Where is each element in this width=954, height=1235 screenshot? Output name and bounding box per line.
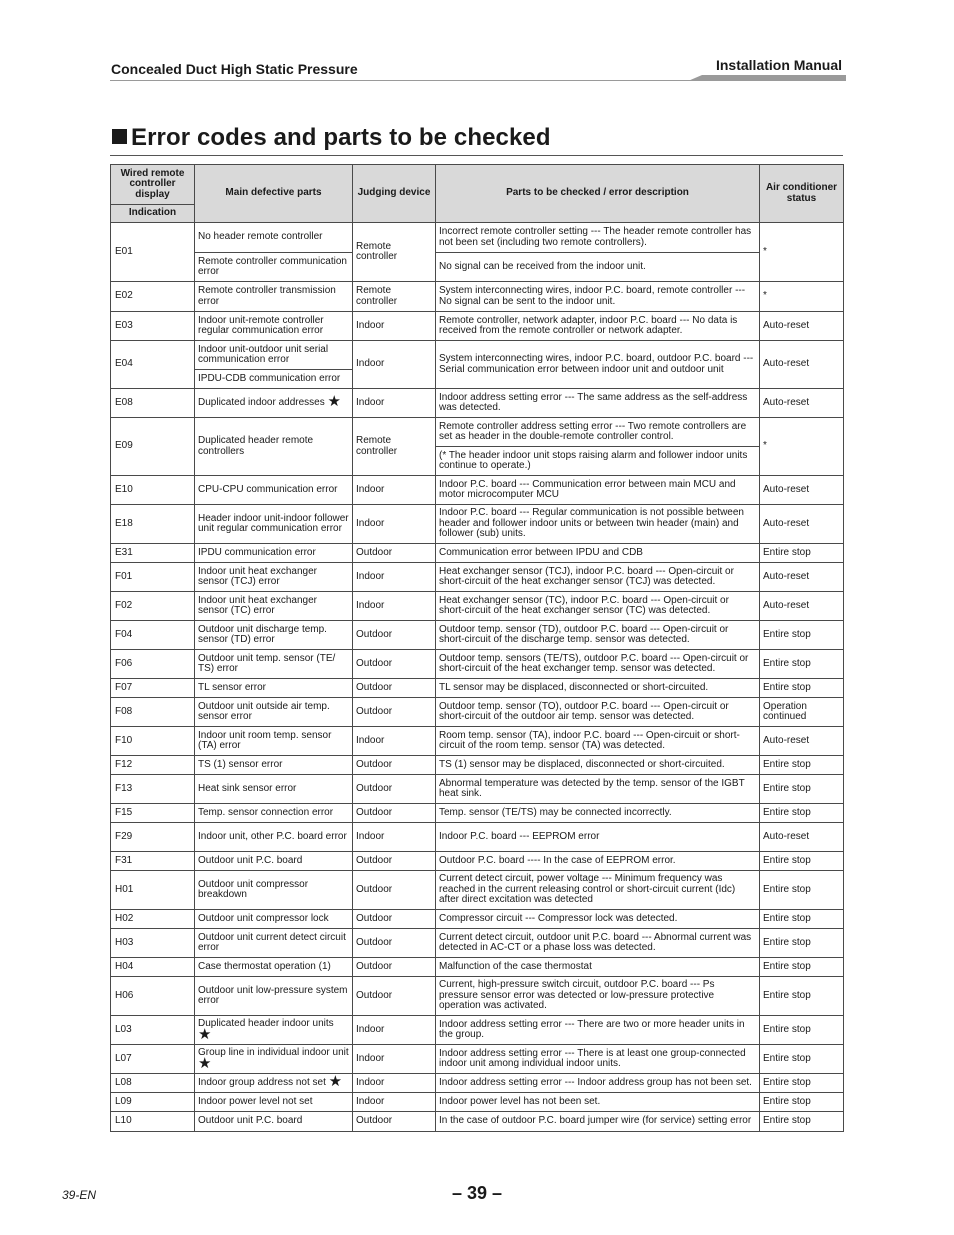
check-description: System interconnecting wires, indoor P.C. board, outdoor P.C. board --- Serial communication error between indoor unit and outdoor unit: [436, 341, 760, 389]
col-header-status: Air conditioner status: [760, 165, 844, 223]
table-row: [111, 804, 844, 823]
judging-device: Indoor: [353, 1045, 436, 1074]
check-description: Current detect circuit, outdoor unit P.C. board --- Abnormal current was detected in AC-CT or a phase loss was detected.: [436, 929, 760, 958]
error-code: F04: [111, 621, 195, 650]
defective-part: Outdoor unit temp. sensor (TE/ TS) error: [195, 650, 353, 679]
check-description: (* The header indoor unit stops raising alarm and follower indoor units continue to operate.): [436, 447, 760, 476]
table-row: [111, 1112, 844, 1132]
judging-device: Outdoor: [353, 698, 436, 727]
error-code: E10: [111, 476, 195, 505]
judging-device: Outdoor: [353, 958, 436, 977]
product-title: Concealed Duct High Static Pressure: [111, 61, 358, 77]
error-code: F13: [111, 775, 195, 804]
defective-part: Outdoor unit P.C. board: [195, 1112, 353, 1132]
check-description: Compressor circuit --- Compressor lock was detected.: [436, 910, 760, 929]
ac-status: Auto-reset: [760, 592, 844, 621]
error-code: L07: [111, 1045, 195, 1074]
table-row: [111, 977, 844, 1016]
title-rule: [110, 155, 843, 156]
ac-status: Auto-reset: [760, 341, 844, 389]
error-code: E04: [111, 341, 195, 389]
judging-device: Outdoor: [353, 852, 436, 871]
col-header-indication: Indication: [111, 205, 195, 223]
defective-part: Indoor unit room temp. sensor (TA) error: [195, 727, 353, 756]
error-code: L10: [111, 1112, 195, 1132]
table-row: [111, 756, 844, 775]
check-description: System interconnecting wires, indoor P.C. board, remote controller --- No signal can be sent to the indoor unit.: [436, 282, 760, 312]
manual-title: Installation Manual: [715, 57, 842, 73]
ac-status: Entire stop: [760, 958, 844, 977]
defective-part: Outdoor unit low-pressure system error: [195, 977, 353, 1016]
defective-part: Indoor unit-remote controller regular communication error: [195, 312, 353, 341]
ac-status: Auto-reset: [760, 389, 844, 418]
defective-part: IPDU-CDB communication error: [195, 370, 353, 389]
judging-device: Indoor: [353, 1074, 436, 1093]
ac-status: Entire stop: [760, 977, 844, 1016]
error-code: F01: [111, 563, 195, 592]
header-accent-bar: [688, 75, 846, 81]
judging-device: Outdoor: [353, 679, 436, 698]
star-icon: ★: [327, 393, 341, 411]
judging-device: Indoor: [353, 341, 436, 389]
defective-part: TS (1) sensor error: [195, 756, 353, 775]
section-title: [112, 124, 551, 152]
error-code: E03: [111, 312, 195, 341]
defective-part: Outdoor unit compressor breakdown: [195, 871, 353, 910]
check-description: Heat exchanger sensor (TC), indoor P.C. board --- Open-circuit or short-circuit of the heat exchanger sensor (TC) was detected.: [436, 592, 760, 621]
table-row: [111, 1016, 844, 1045]
defective-part: [195, 1016, 353, 1045]
table-row: [111, 223, 844, 253]
ac-status: Auto-reset: [760, 563, 844, 592]
defective-part: Temp. sensor connection error: [195, 804, 353, 823]
defective-part-text: Indoor group address not set: [198, 1077, 326, 1089]
check-description: In the case of outdoor P.C. board jumper wire (for service) setting error: [436, 1112, 760, 1132]
check-description: Outdoor temp. sensors (TE/TS), outdoor P.C. board --- Open-circuit or short-circuit of the heat exchanger temp. sensor was detected.: [436, 650, 760, 679]
error-code: F29: [111, 823, 195, 852]
table-row: [111, 1074, 844, 1093]
ac-status: Entire stop: [760, 1016, 844, 1045]
table-row: [111, 871, 844, 910]
error-code: F15: [111, 804, 195, 823]
table-row: [111, 929, 844, 958]
error-code: F12: [111, 756, 195, 775]
defective-part: [195, 1074, 353, 1093]
check-description: Indoor P.C. board --- Communication error between main MCU and motor microcomputer MCU: [436, 476, 760, 505]
ac-status: Entire stop: [760, 1074, 844, 1093]
judging-device: Outdoor: [353, 775, 436, 804]
star-icon: ★: [198, 1054, 212, 1072]
table-row: [111, 727, 844, 756]
table-row: [111, 312, 844, 341]
error-code: H04: [111, 958, 195, 977]
defective-part: Indoor unit heat exchanger sensor (TCJ) error: [195, 563, 353, 592]
judging-device: Indoor: [353, 563, 436, 592]
ac-status: Auto-reset: [760, 505, 844, 544]
error-code: F07: [111, 679, 195, 698]
error-code: H06: [111, 977, 195, 1016]
check-description: Room temp. sensor (TA), indoor P.C. board --- Open-circuit or short-circuit of the room temp. sensor (TA) was detected.: [436, 727, 760, 756]
judging-device: Outdoor: [353, 929, 436, 958]
check-description: Outdoor temp. sensor (TD), outdoor P.C. board --- Open-circuit or short-circuit of the discharge temp. sensor was detected.: [436, 621, 760, 650]
table-row: [111, 650, 844, 679]
judging-device: Indoor: [353, 1016, 436, 1045]
defective-part: Outdoor unit current detect circuit error: [195, 929, 353, 958]
col-header-check: Parts to be checked / error description: [436, 165, 760, 223]
defective-part: Outdoor unit compressor lock: [195, 910, 353, 929]
judging-device: Outdoor: [353, 871, 436, 910]
table-row: [111, 544, 844, 563]
table-row: [111, 418, 844, 447]
section-title-text: Error codes and parts to be checked: [131, 124, 551, 151]
table-row: [111, 341, 844, 370]
table-row: [111, 389, 844, 418]
table-row: [111, 253, 844, 282]
error-code-table: [110, 164, 844, 1132]
error-code: E02: [111, 282, 195, 312]
table-row: [111, 775, 844, 804]
table-row: [111, 621, 844, 650]
error-code: H01: [111, 871, 195, 910]
judging-device: Remote controller: [353, 418, 436, 476]
defective-part: Outdoor unit outside air temp. sensor error: [195, 698, 353, 727]
defective-part: Heat sink sensor error: [195, 775, 353, 804]
defective-part-text: Duplicated indoor addresses: [198, 397, 325, 409]
judging-device: Indoor: [353, 727, 436, 756]
judging-device: Indoor: [353, 823, 436, 852]
defective-part: CPU-CPU communication error: [195, 476, 353, 505]
judging-device: Indoor: [353, 1093, 436, 1112]
defective-part: Indoor unit heat exchanger sensor (TC) error: [195, 592, 353, 621]
judging-device: Outdoor: [353, 621, 436, 650]
table-row: [111, 282, 844, 312]
defective-part-text: Group line in individual indoor unit: [198, 1047, 349, 1058]
error-code: F31: [111, 852, 195, 871]
judging-device: Indoor: [353, 505, 436, 544]
check-description: Malfunction of the case thermostat: [436, 958, 760, 977]
col-header-device: Judging device: [353, 165, 436, 223]
judging-device: Indoor: [353, 476, 436, 505]
error-code: L09: [111, 1093, 195, 1112]
ac-status: Entire stop: [760, 1093, 844, 1112]
check-description: No signal can be received from the indoor unit.: [436, 253, 760, 282]
table-row: [111, 910, 844, 929]
check-description: Temp. sensor (TE/TS) may be connected incorrectly.: [436, 804, 760, 823]
check-description: Remote controller address setting error --- Two remote controllers are set as header in the double-remote controller control.: [436, 418, 760, 447]
ac-status: Entire stop: [760, 756, 844, 775]
error-code: E31: [111, 544, 195, 563]
ac-status: Entire stop: [760, 929, 844, 958]
col-header-parts: Main defective parts: [195, 165, 353, 223]
check-description: Incorrect remote controller setting --- The header remote controller has not been set (including two remote controllers).: [436, 223, 760, 253]
ac-status: *: [760, 282, 844, 312]
ac-status: Entire stop: [760, 1045, 844, 1074]
error-code: F10: [111, 727, 195, 756]
defective-part-text: Duplicated header indoor units: [198, 1018, 334, 1029]
judging-device: Outdoor: [353, 1112, 436, 1132]
error-code: E18: [111, 505, 195, 544]
ac-status: Entire stop: [760, 910, 844, 929]
star-icon: ★: [198, 1025, 212, 1043]
table-row: [111, 823, 844, 852]
defective-part: [195, 389, 353, 418]
document-code: 39-EN: [62, 1188, 97, 1202]
check-description: Indoor address setting error --- There are two or more header units in the group.: [436, 1016, 760, 1045]
table-row: [111, 1093, 844, 1112]
check-description: TL sensor may be displaced, disconnected or short-circuited.: [436, 679, 760, 698]
table-row: [111, 1045, 844, 1074]
ac-status: Entire stop: [760, 544, 844, 563]
error-code: F02: [111, 592, 195, 621]
error-code: H02: [111, 910, 195, 929]
defective-part: Duplicated header remote controllers: [195, 418, 353, 476]
check-description: Current detect circuit, power voltage --- Minimum frequency was reached in the current releasing control or short-circuit current (Idc) after direct excitation was detected: [436, 871, 760, 910]
ac-status: Entire stop: [760, 621, 844, 650]
table-row: [111, 476, 844, 505]
error-code: H03: [111, 929, 195, 958]
defective-part: Outdoor unit P.C. board: [195, 852, 353, 871]
judging-device: Outdoor: [353, 977, 436, 1016]
error-code: L03: [111, 1016, 195, 1045]
defective-part: Remote controller communication error: [195, 253, 353, 282]
error-code: F06: [111, 650, 195, 679]
square-bullet-icon: [112, 129, 127, 144]
judging-device: Remote controller: [353, 223, 436, 282]
judging-device: Outdoor: [353, 650, 436, 679]
error-code: E08: [111, 389, 195, 418]
table-row: [111, 958, 844, 977]
ac-status: *: [760, 418, 844, 476]
col-header-display: Wired remote controller display: [111, 165, 195, 205]
judging-device: Outdoor: [353, 804, 436, 823]
ac-status: Entire stop: [760, 1112, 844, 1132]
defective-part: TL sensor error: [195, 679, 353, 698]
check-description: TS (1) sensor may be displaced, disconnected or short-circuited.: [436, 756, 760, 775]
check-description: Indoor address setting error --- There is at least one group-connected indoor unit among individual indoor units.: [436, 1045, 760, 1074]
judging-device: Indoor: [353, 592, 436, 621]
check-description: Heat exchanger sensor (TCJ), indoor P.C. board --- Open-circuit or short-circuit of the heat exchanger sensor (TCJ) was detected.: [436, 563, 760, 592]
table-row: [111, 698, 844, 727]
table-row: [111, 852, 844, 871]
defective-part: IPDU communication error: [195, 544, 353, 563]
error-code: E09: [111, 418, 195, 476]
error-code: L08: [111, 1074, 195, 1093]
judging-device: Remote controller: [353, 282, 436, 312]
check-description: Indoor address setting error --- The same address as the self-address was detected.: [436, 389, 760, 418]
check-description: Outdoor P.C. board ---- In the case of EEPROM error.: [436, 852, 760, 871]
ac-status: Auto-reset: [760, 823, 844, 852]
ac-status: Entire stop: [760, 852, 844, 871]
defective-part: Indoor unit, other P.C. board error: [195, 823, 353, 852]
table-row: [111, 563, 844, 592]
error-code: E01: [111, 223, 195, 282]
ac-status: *: [760, 223, 844, 282]
defective-part: Case thermostat operation (1): [195, 958, 353, 977]
check-description: Indoor P.C. board --- Regular communication is not possible between header and follower indoor units or between twin header (main) and follower (sub) units.: [436, 505, 760, 544]
defective-part: No header remote controller: [195, 223, 353, 253]
ac-status: Entire stop: [760, 650, 844, 679]
ac-status: Entire stop: [760, 804, 844, 823]
defective-part: Indoor unit-outdoor unit serial communication error: [195, 341, 353, 370]
defective-part: Remote controller transmission error: [195, 282, 353, 312]
check-description: Outdoor temp. sensor (TO), outdoor P.C. board --- Open-circuit or short-circuit of the outdoor air temp. sensor was detected.: [436, 698, 760, 727]
judging-device: Outdoor: [353, 756, 436, 775]
check-description: Abnormal temperature was detected by the temp. sensor of the IGBT heat sink.: [436, 775, 760, 804]
ac-status: Operation continued: [760, 698, 844, 727]
table-row: [111, 592, 844, 621]
error-code: F08: [111, 698, 195, 727]
judging-device: Indoor: [353, 312, 436, 341]
ac-status: Entire stop: [760, 775, 844, 804]
check-description: Communication error between IPDU and CDB: [436, 544, 760, 563]
check-description: Indoor address setting error --- Indoor address group has not been set.: [436, 1074, 760, 1093]
judging-device: Indoor: [353, 389, 436, 418]
defective-part: Indoor power level not set: [195, 1093, 353, 1112]
ac-status: Auto-reset: [760, 312, 844, 341]
check-description: Indoor P.C. board --- EEPROM error: [436, 823, 760, 852]
table-row: [111, 679, 844, 698]
check-description: Remote controller, network adapter, indoor P.C. board --- No data is received from the remote controller or network adapter.: [436, 312, 760, 341]
defective-part: Header indoor unit-indoor follower unit regular communication error: [195, 505, 353, 544]
ac-status: Auto-reset: [760, 476, 844, 505]
table-row: [111, 505, 844, 544]
defective-part: [195, 1045, 353, 1074]
page-number: – 39 –: [451, 1183, 503, 1203]
ac-status: Auto-reset: [760, 727, 844, 756]
star-icon: ★: [328, 1073, 343, 1091]
check-description: Current, high-pressure switch circuit, outdoor P.C. board --- Ps pressure sensor error was detected or low-pressure protective operation was activated.: [436, 977, 760, 1016]
ac-status: Entire stop: [760, 679, 844, 698]
judging-device: Outdoor: [353, 544, 436, 563]
check-description: Indoor power level has not been set.: [436, 1093, 760, 1112]
ac-status: Entire stop: [760, 871, 844, 910]
judging-device: Outdoor: [353, 910, 436, 929]
defective-part: Outdoor unit discharge temp. sensor (TD) error: [195, 621, 353, 650]
